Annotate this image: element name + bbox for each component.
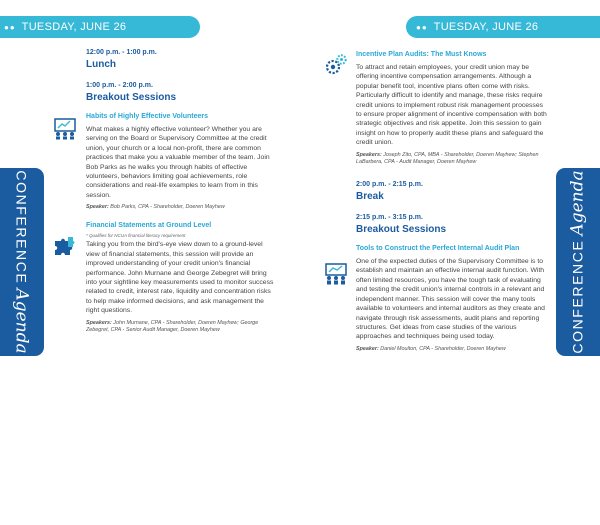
- session-internal-audit-plan: [356, 244, 548, 353]
- banner-dots: ●●: [4, 22, 16, 32]
- speaker-label: Speaker:: [356, 345, 379, 352]
- breakout-time: 2:15 p.m. - 3:15 p.m.: [356, 214, 423, 222]
- gears-icon: [324, 53, 348, 77]
- puzzle-icon: [53, 235, 79, 257]
- lunch-title: Lunch: [86, 59, 116, 70]
- breakout-time: 1:00 p.m. - 2:00 p.m.: [86, 82, 153, 89]
- team-presentation-icon: [324, 263, 348, 285]
- session-speakers: [86, 320, 276, 334]
- banner-dots: ●●: [416, 22, 428, 32]
- speaker-text: Bob Parks, CPA - Shareholder, Doeren Mayhew: [110, 204, 225, 211]
- side-tab-word-conference: CONFERENCE: [14, 170, 31, 285]
- breakout-title: Breakout Sessions: [356, 224, 447, 236]
- speaker-text: Daniel Moulton, CPA - Shareholder, Doeren Mayhew: [380, 345, 506, 352]
- session-speakers: [356, 152, 548, 166]
- side-tab-word-agenda: Agenda: [12, 288, 33, 354]
- banner-date: TUESDAY, JUNE 26: [21, 21, 127, 33]
- side-tab-right: [556, 168, 600, 356]
- session-title: Incentive Plan Audits: The Must Knows: [356, 51, 487, 58]
- session-description: One of the expected duties of the Supervisory Committee is to establish and maintain an effective internal audit function. With often limited resources, you have the tough task of evaluating and testing the credit union's internal controls in a relevant and independent manner. This session will cover the many tools available to volunteers and internal auditors as they create and navigate through risk assessments, audit plans and reporting structures. Get ideas from case studies of the various approaches and techniques being used today.: [356, 258, 545, 341]
- session-title: Tools to Construct the Perfect Internal Audit Plan: [356, 245, 520, 253]
- session-description: Taking you from the bird's-eye view down to a ground-level view of financial statements, this session will provide an improved understanding of your credit union's financial performance. John Murnane and George Zebegret will bring into your sightline key measurements used to monitor success related to credit, interest rate, liquidity and concentration risks to help make informed decisions, and ask management the right questions.: [86, 241, 274, 315]
- speaker-label: Speaker:: [86, 204, 109, 211]
- breakout-title: Breakout Sessions: [86, 92, 177, 103]
- session-note: * Qualifies for NCUA financial literacy requirement: [86, 233, 186, 239]
- session-description: To attract and retain employees, your credit union may be offering incentive compensation arrangements. Although a popular benefit tool, incentive plans often come with risks. Particularly difficult to identify and manage, these risks require credit unions to implement robust risk management processes to ensure proper alignment of incentive compensation with both strategic objectives and risk appetite. Join this session to gain insight on how to properly audit these plans and safeguard the credit union.: [356, 64, 547, 147]
- date-banner-left: [0, 16, 200, 38]
- presentation-icon: [53, 118, 77, 140]
- date-banner-right: [406, 16, 600, 38]
- session-habits: [86, 112, 276, 211]
- speaker-label: Speakers:: [356, 151, 382, 158]
- side-tab-word-conference: CONFERENCE: [570, 239, 587, 354]
- session-incentive-plan-audits: [356, 50, 548, 166]
- break-time: 2:00 p.m. - 2:15 p.m.: [356, 181, 423, 189]
- session-title: Financial Statements at Ground Level: [86, 222, 212, 230]
- speaker-text: Joseph Zito, CPA, MBA - Shareholder, Doeren Mayhew; Stephen LaBarbera, CPA - Audit Manager, Doeren Mayhew: [356, 151, 539, 165]
- side-tab-left: [0, 168, 44, 356]
- session-title: Habits of Highly Effective Volunteers: [86, 113, 209, 120]
- session-speakers: [86, 204, 276, 211]
- speaker-label: Speakers:: [86, 319, 112, 326]
- lunch-time: 12:00 p.m. - 1:00 p.m.: [86, 49, 157, 56]
- session-financial-statements: [86, 221, 276, 334]
- side-tab-word-agenda: Agenda: [568, 170, 589, 236]
- session-description: What makes a highly effective volunteer? Whether you are serving on the Board or Supervisory Committee at the credit union, your church or a local non-profit, there are common practices that make you a valuable member of the team. Join Bob Parks as he walks you through habits of effective volunteers, behaviors limiting goal achievements, role considerations and real-life examples to learn from in this session.: [86, 126, 270, 199]
- left-column: [86, 48, 276, 334]
- banner-date: TUESDAY, JUNE 26: [433, 21, 539, 33]
- break-title: Break: [356, 191, 384, 203]
- right-column: [356, 50, 548, 353]
- speaker-text: John Murnane, CPA - Shareholder, Doeren Mayhew; George Zebegret, CPA - Senior Audit Manager, Doeren Mayhew: [86, 319, 259, 333]
- session-speakers: [356, 346, 548, 353]
